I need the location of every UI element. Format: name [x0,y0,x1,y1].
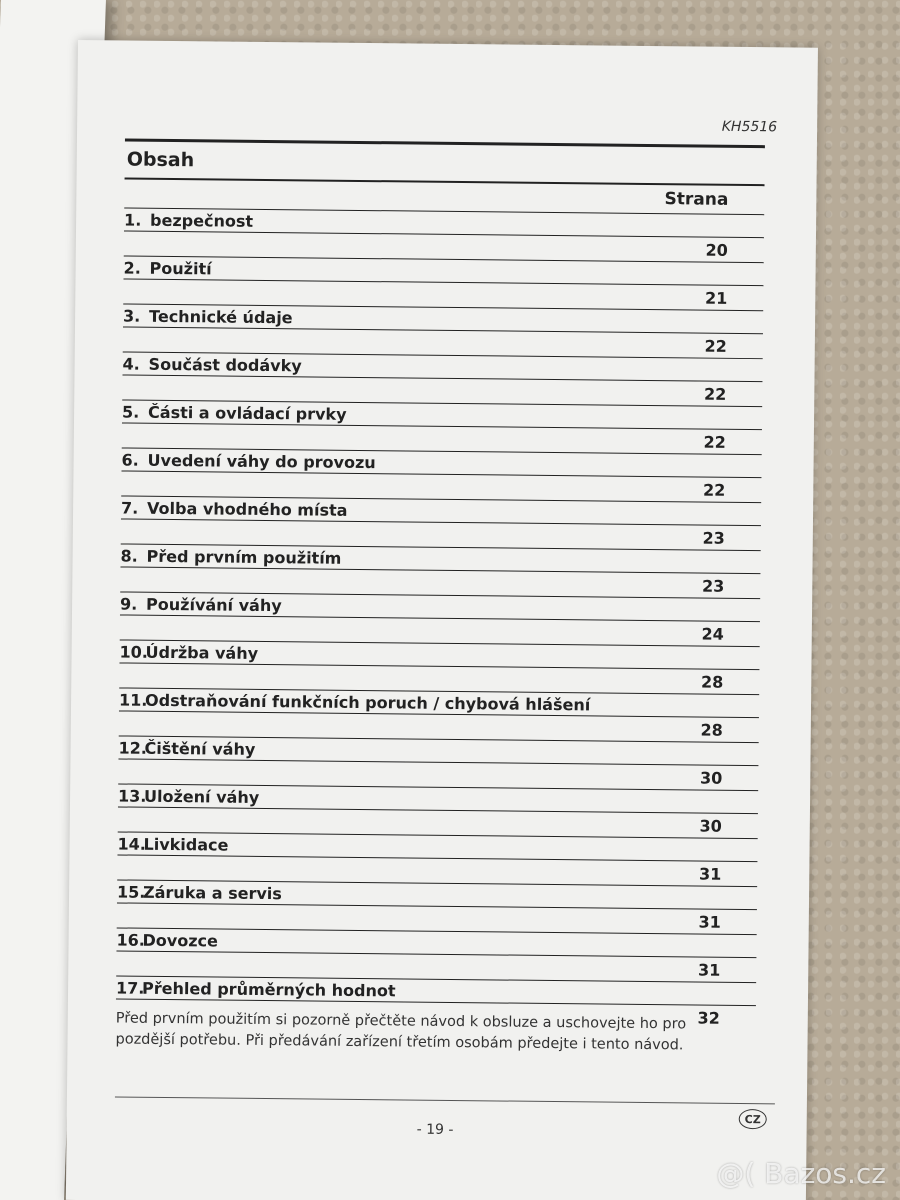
toc-entry-text: bezpečnost [150,210,254,231]
toc-entry-page: 28 [700,720,723,740]
note-line: pozdější potřebu. Při předávání zařízení třetím osobám předejte i tento návod. [115,1031,684,1054]
toc-entry-title [120,594,282,615]
toc-entry-page: 21 [704,288,728,308]
toc-entry-text: Odstraňování funkčních poruch / chybová hlášení [144,690,591,715]
toc-entry-title [119,642,258,662]
toc-entry-number: 11. [118,690,148,710]
toc-entry-page: 32 [697,1008,720,1028]
toc-entry-page: 31 [697,960,721,980]
toc-entry-text: Části a ovládací prvky [148,402,347,424]
toc-entry-number: 7. [121,498,139,518]
toc-entry-page: 23 [701,576,725,596]
toc-entry-text: Technické údaje [149,306,293,328]
toc-entry-number: 6. [121,450,139,470]
toc-entry-title [118,786,259,806]
toc-entry-title [122,402,347,423]
page-number: - 19 - [416,1121,454,1138]
toc-entry-text: Čištění váhy [144,738,256,759]
language-badge: CZ [739,1109,767,1129]
toc-entry-title [123,306,293,327]
toc-entry-title [116,978,396,1000]
toc-entry-page: 30 [699,816,722,836]
toc-entry-title [120,546,341,567]
toc-entry-number: 10. [119,642,149,662]
toc-entry-title [116,930,218,950]
toc-entry-page: 23 [702,528,725,548]
toc-entry-number: 4. [122,354,140,374]
footer-divider [115,1096,775,1104]
toc-entry-title [117,834,228,854]
note-line: Před prvním použitím si pozorně přečtěte návod k obsluze a uschovejte ho pro [115,1010,687,1033]
toc-entry-page: 20 [705,240,728,260]
toc-entry-number: 15. [116,882,146,902]
toc-entry-title [118,738,255,758]
toc-header [125,138,765,186]
toc-entry-text: Uložení váhy [143,786,260,807]
toc-entry-number: 2. [123,258,141,278]
toc-entry-number: 3. [123,306,141,326]
toc-entry-page: 31 [698,864,722,884]
toc-entry-text: Livkidace [143,834,229,855]
toc-entry-title [122,450,376,472]
toc-entry-number: 17. [115,978,145,998]
toc-entry-title [119,690,590,714]
toc-entry-text: Přehled průměrných hodnot [141,978,396,1001]
toc-entry-text: Součást dodávky [148,354,302,376]
manual-page [66,40,818,1200]
toc-title: Obsah [126,148,195,172]
toc-entry-text: Uvedení váhy do provozu [147,450,376,473]
toc-entry-title [124,258,212,278]
toc-entry-number: 9. [119,594,138,614]
toc-entry-page: 24 [701,624,724,644]
toc-entry-title [117,882,282,903]
toc-entry-text: Údržba váhy [145,642,259,663]
toc-entry-number: 12. [118,738,148,758]
toc-entry-number: 5. [122,402,140,422]
toc-entry-page: 22 [703,432,726,452]
toc-entry-text: Volba vhodného místa [147,498,348,520]
toc-entry-text: Použití [149,258,212,279]
toc-entry-page: 22 [703,384,727,404]
toc-list [116,207,764,1028]
toc-entry-text: Používání váhy [145,594,282,616]
toc-entry-text: Dovozce [142,930,219,951]
toc-entry-number: 1. [124,210,142,230]
model-code: KH5516 [721,118,778,136]
watermark: @( Bazos.cz [716,1157,886,1190]
toc-entry-number: 13. [117,786,147,806]
toc-entry-page: 31 [698,912,721,932]
toc-entry-page: 30 [699,768,723,788]
toc-entry-title [124,210,253,230]
table-of-contents [116,138,765,1028]
toc-entry-number: 16. [116,930,146,950]
toc-entry-number: 14. [117,834,147,854]
page-column-header: Strana [664,189,729,210]
toc-entry-text: Záruka a servis [142,882,282,904]
toc-entry-title [123,354,302,375]
toc-entry-page: 22 [704,336,727,356]
toc-entry-title [121,498,348,519]
toc-entry-number: 8. [120,546,138,566]
instruction-note [115,1008,755,1057]
toc-entry-page: 22 [702,480,726,500]
toc-entry-page: 28 [700,672,724,692]
toc-entry-text: Před prvním použitím [146,546,342,568]
